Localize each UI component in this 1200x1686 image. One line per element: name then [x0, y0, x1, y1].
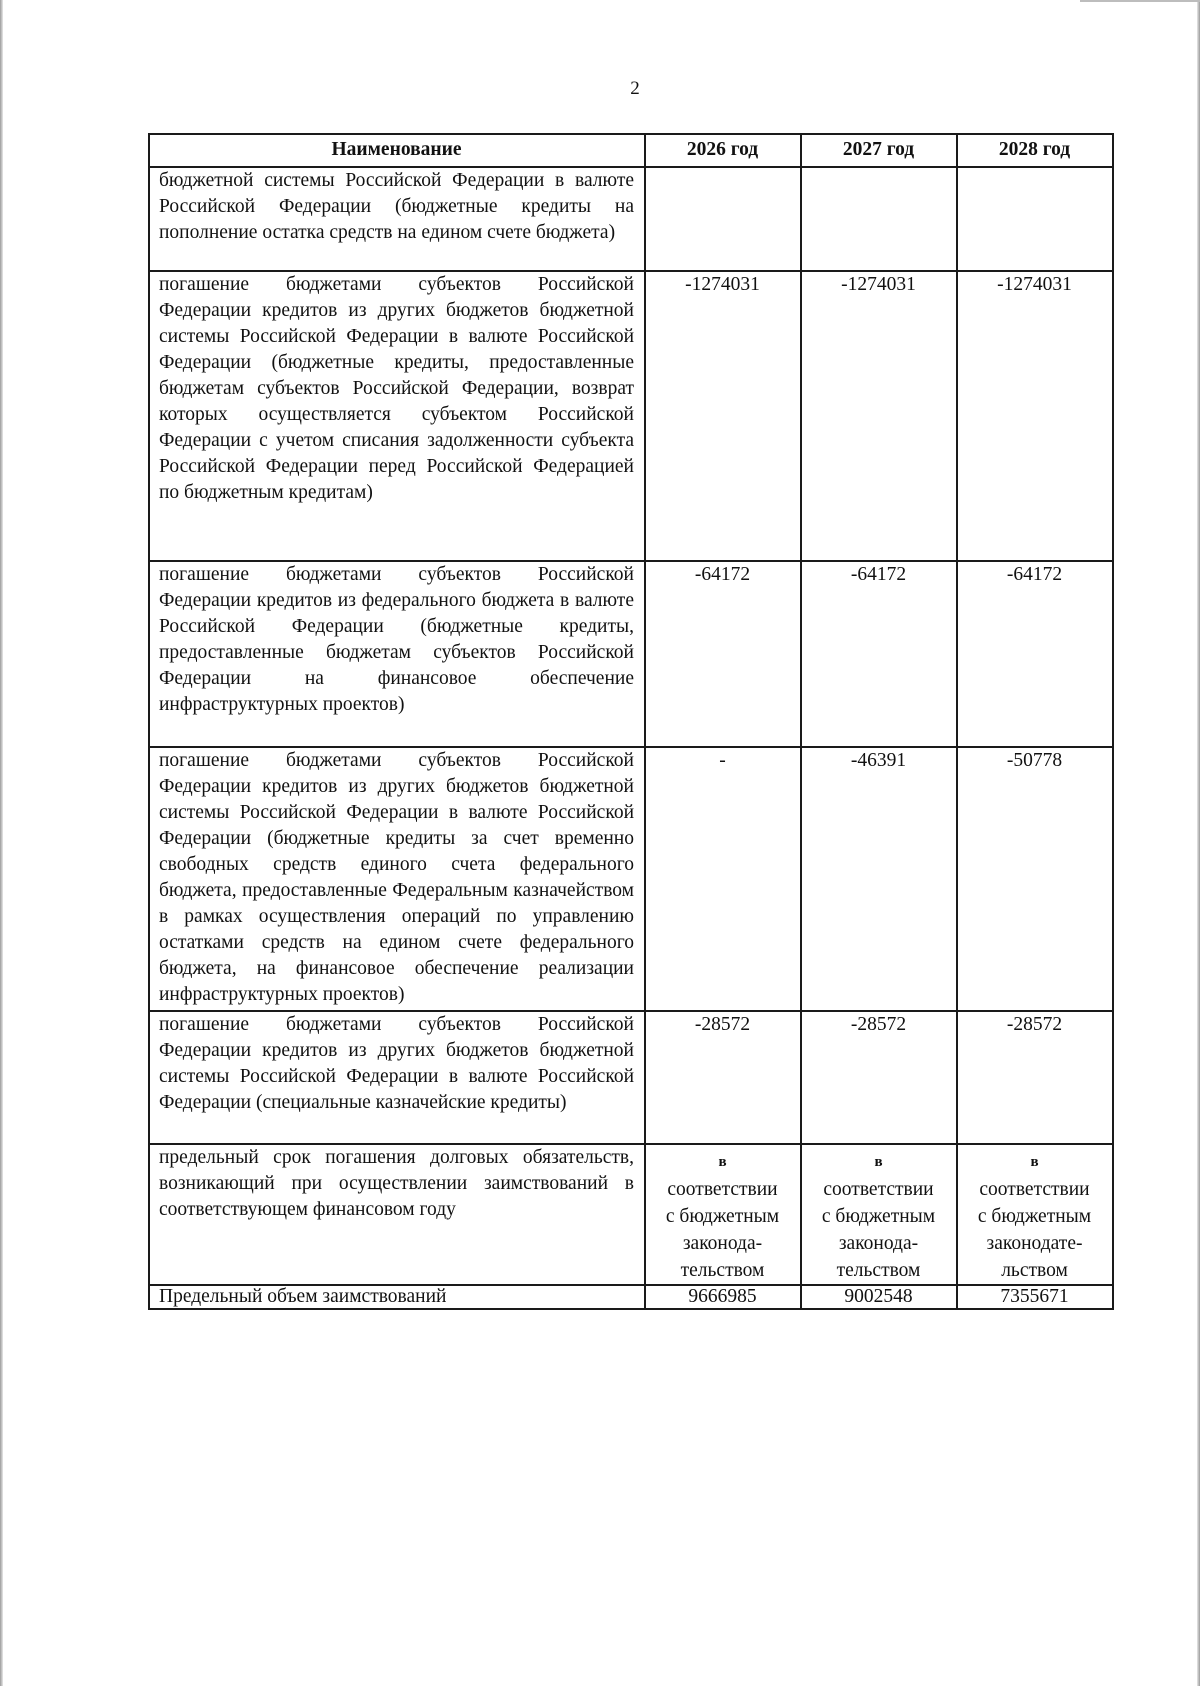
term-line: с бюджетным	[665, 1206, 780, 1227]
term-line: льством	[1001, 1260, 1068, 1281]
header-2026: 2026 год	[645, 134, 801, 167]
row-name: погашение бюджетами субъектов Российской Федерации кредитов из других бюджетов бюджетной системы Российской Федерации в валюте Российской Федерации (бюджетные кредиты, предоставленные бюджетам субъектов Российской Федерации, возврат которых осуществляется субъектом Российской Федерации с учетом списания задолженности субъекта Российской Федерации перед Российской Федерацией по бюджетным кредитам)	[149, 271, 645, 561]
row-value-2028: -50778	[957, 747, 1113, 1011]
row-value-2028: -28572	[957, 1011, 1113, 1144]
table-row	[149, 271, 1113, 561]
row-value-2026: -	[645, 747, 801, 1011]
row-value-2027: -46391	[801, 747, 957, 1011]
borrowing-table	[148, 133, 1114, 1310]
row-name: погашение бюджетами субъектов Российской Федерации кредитов из других бюджетов бюджетной системы Российской Федерации в валюте Российской Федерации (бюджетные кредиты за счет временно свободных средств единого счета федерального бюджета, предоставленные Федеральным казначейством в рамках осуществления операций по управлению остатками средств на едином счете федерального бюджета, на финансовое обеспечение реализации инфраструктурных проектов)	[149, 747, 645, 1011]
header-2028: 2028 год	[957, 134, 1113, 167]
term-line: тельством	[680, 1260, 765, 1281]
scan-edge-top	[1080, 0, 1200, 2]
table-row	[149, 561, 1113, 747]
table-row	[149, 1011, 1113, 1144]
row-value-2028: -64172	[957, 561, 1113, 747]
term-line: с бюджетным	[977, 1206, 1092, 1227]
row-name: погашение бюджетами субъектов Российской Федерации кредитов из других бюджетов бюджетной системы Российской Федерации в валюте Российской Федерации (специальные казначейские кредиты)	[149, 1011, 645, 1144]
table-row	[149, 167, 1113, 271]
total-value-2026: 9666985	[645, 1285, 801, 1309]
total-value-2027: 9002548	[801, 1285, 957, 1309]
term-line: соответствии	[667, 1179, 778, 1200]
term-line: законода-	[682, 1233, 763, 1254]
term-value-2026	[645, 1144, 801, 1285]
total-row-name: Предельный объем заимствований	[149, 1285, 645, 1309]
term-value-2027	[801, 1144, 957, 1285]
row-name: погашение бюджетами субъектов Российской Федерации кредитов из федерального бюджета в валюте Российской Федерации (бюджетные кредиты, предоставленные бюджетам субъектов Российской Федерации на финансовое обеспечение инфраструктурных проектов)	[149, 561, 645, 747]
row-value-2026	[645, 167, 801, 271]
term-line: законодате-	[986, 1233, 1083, 1254]
row-value-2027: -64172	[801, 561, 957, 747]
term-line: соответствии	[979, 1179, 1090, 1200]
header-2027: 2027 год	[801, 134, 957, 167]
total-row	[149, 1285, 1113, 1309]
table-row	[149, 747, 1113, 1011]
term-line: в	[1030, 1154, 1039, 1170]
row-value-2027: -28572	[801, 1011, 957, 1144]
scan-edge-left	[0, 0, 3, 1686]
term-row	[149, 1144, 1113, 1285]
row-value-2026: -1274031	[645, 271, 801, 561]
page-number: 2	[630, 78, 640, 99]
term-line: в	[874, 1154, 883, 1170]
term-line: с бюджетным	[821, 1206, 936, 1227]
row-name: бюджетной системы Российской Федерации в валюте Российской Федерации (бюджетные кредиты на пополнение остатка средств на едином счете бюджета)	[149, 167, 645, 271]
row-value-2027	[801, 167, 957, 271]
term-row-name: предельный срок погашения долговых обязательств, возникающий при осуществлении заимствований в соответствующем финансовом году	[149, 1144, 645, 1285]
term-line: соответствии	[823, 1179, 934, 1200]
term-value-2028	[957, 1144, 1113, 1285]
header-name: Наименование	[149, 134, 645, 167]
row-value-2028	[957, 167, 1113, 271]
term-line: тельством	[836, 1260, 921, 1281]
term-line: законода-	[838, 1233, 919, 1254]
total-value-2028: 7355671	[957, 1285, 1113, 1309]
term-line: в	[718, 1154, 727, 1170]
row-value-2026: -28572	[645, 1011, 801, 1144]
table-header-row	[149, 134, 1113, 167]
row-value-2026: -64172	[645, 561, 801, 747]
row-value-2028: -1274031	[957, 271, 1113, 561]
row-value-2027: -1274031	[801, 271, 957, 561]
